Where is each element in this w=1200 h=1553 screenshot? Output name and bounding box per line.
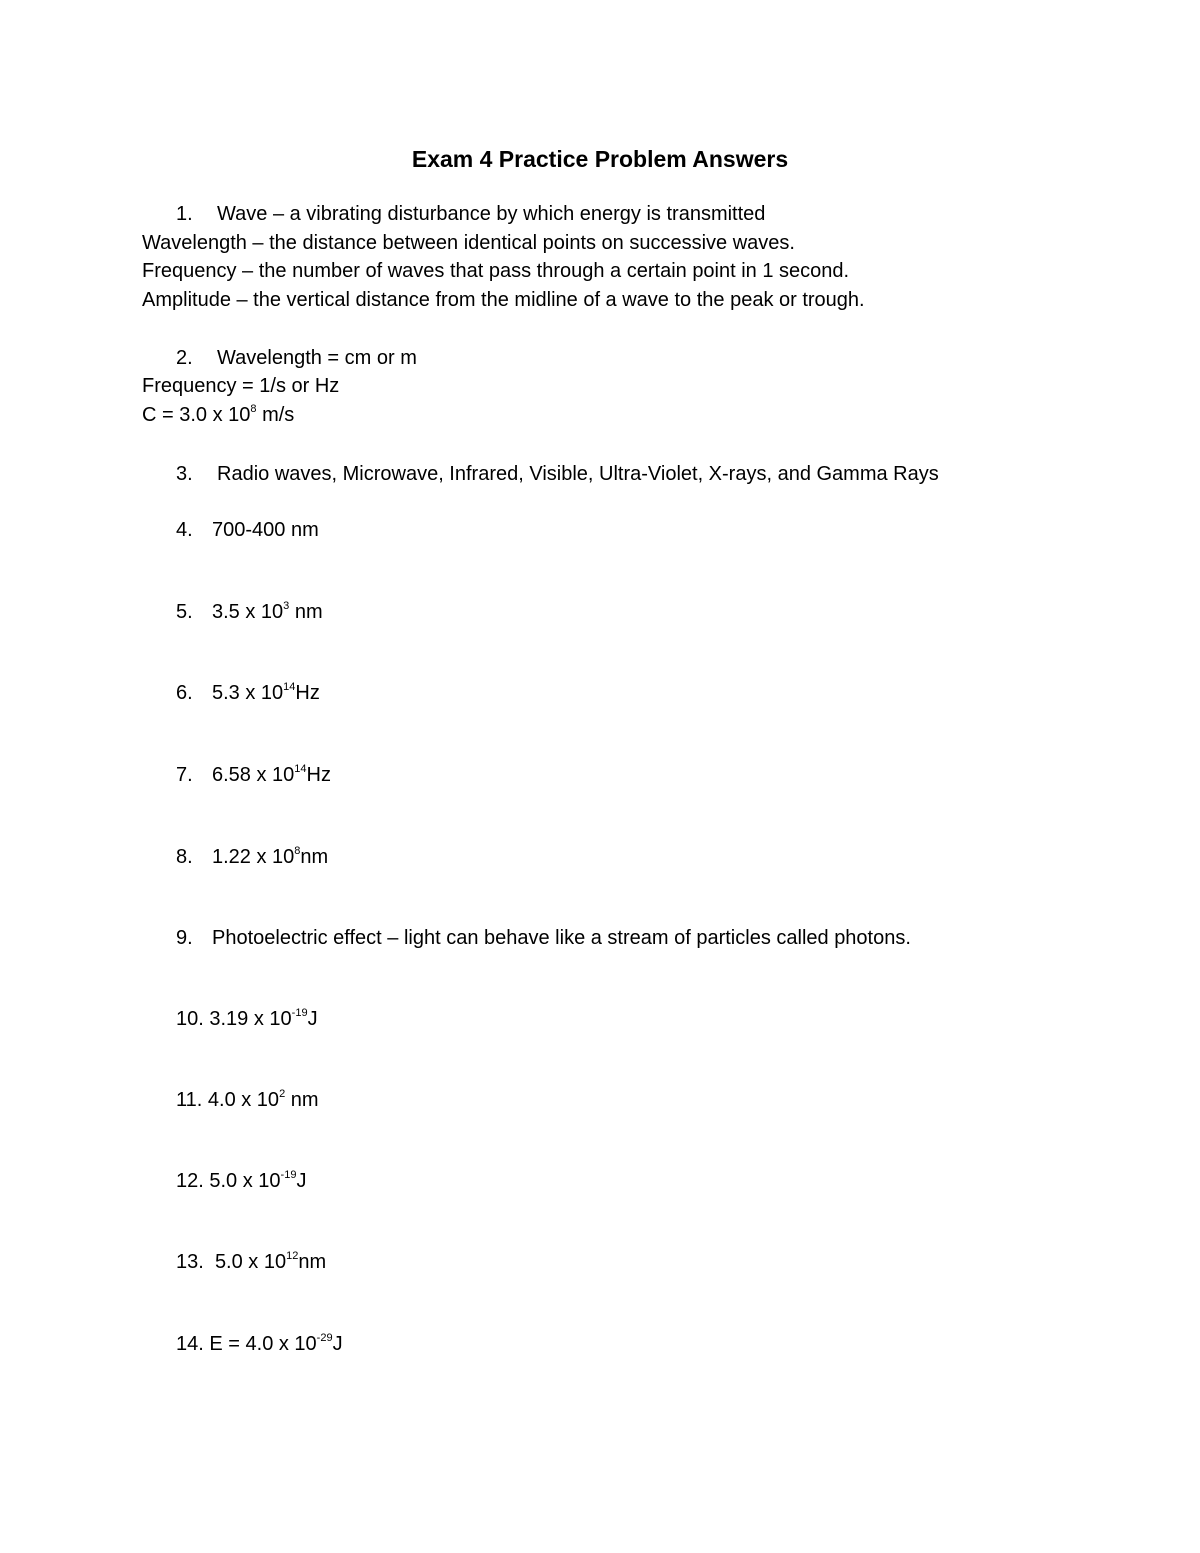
answer-11 bbox=[176, 1086, 319, 1114]
answer-4 bbox=[176, 516, 319, 544]
speed-of-light-line bbox=[142, 401, 294, 429]
answer-text: 700-400 nm bbox=[212, 519, 319, 541]
definition-wavelength: Wavelength – the distance between identical points on successive waves. bbox=[142, 232, 795, 254]
page-title: Exam 4 Practice Problem Answers bbox=[411, 146, 789, 172]
answer-number: 13. bbox=[176, 1251, 204, 1273]
value-exponent: 14 bbox=[294, 763, 307, 775]
answer-1 bbox=[176, 200, 765, 228]
value-base: 1.22 x 10 bbox=[212, 846, 295, 868]
value-exponent: -19 bbox=[280, 1169, 297, 1181]
answer-number: 5. bbox=[176, 601, 193, 623]
value-base: 5.0 x 10 bbox=[209, 1170, 281, 1192]
answer-number: 3. bbox=[176, 463, 193, 485]
value-exponent: 8 bbox=[250, 403, 257, 415]
value-exponent: 8 bbox=[294, 845, 301, 857]
answer-number: 1. bbox=[176, 203, 193, 225]
answer-number: 4. bbox=[176, 519, 193, 541]
value-exponent: 3 bbox=[283, 600, 290, 612]
answer-5 bbox=[176, 598, 323, 626]
value-base: 5.0 x 10 bbox=[214, 1251, 287, 1273]
answer-number: 8. bbox=[176, 846, 193, 868]
answer-number: 12. bbox=[176, 1170, 204, 1192]
answer-number: 10. bbox=[176, 1008, 204, 1030]
value-unit: J bbox=[296, 1170, 307, 1192]
answer-7 bbox=[176, 761, 331, 789]
value-unit: J bbox=[332, 1333, 343, 1355]
value-base: 4.0 x 10 bbox=[207, 1089, 280, 1111]
value-exponent: 2 bbox=[279, 1088, 286, 1100]
definition-frequency: Frequency – the number of waves that pass through a certain point in 1 second. bbox=[142, 260, 850, 282]
value-base: 5.3 x 10 bbox=[212, 682, 284, 704]
value-unit: J bbox=[307, 1008, 318, 1030]
answer-number: 14. bbox=[176, 1333, 204, 1355]
value-exponent: 12 bbox=[286, 1250, 299, 1262]
frequency-unit-line: Frequency = 1/s or Hz bbox=[142, 375, 340, 397]
answer-text: Wave – a vibrating disturbance by which energy is transmitted bbox=[217, 203, 766, 225]
value-exponent: -29 bbox=[316, 1332, 333, 1344]
answer-12 bbox=[176, 1167, 306, 1195]
answer-13 bbox=[176, 1248, 326, 1276]
value-unit: m/s bbox=[256, 404, 295, 426]
value-unit: nm bbox=[300, 846, 329, 868]
answer-8 bbox=[176, 843, 328, 871]
answer-number: 11. bbox=[176, 1089, 203, 1111]
answer-6 bbox=[176, 679, 320, 707]
answer-3 bbox=[176, 460, 939, 488]
value-base: C = 3.0 x 10 bbox=[142, 404, 251, 426]
value-unit: nm bbox=[285, 1089, 319, 1111]
value-unit: Hz bbox=[295, 682, 320, 704]
value-exponent: 14 bbox=[283, 681, 296, 693]
answer-text: Wavelength = cm or m bbox=[217, 347, 417, 369]
answer-number: 2. bbox=[176, 347, 193, 369]
answer-text: Photoelectric effect – light can behave like a stream of particles called photons. bbox=[212, 927, 911, 949]
answer-number: 9. bbox=[176, 927, 193, 949]
value-base: 3.5 x 10 bbox=[212, 601, 284, 623]
answer-14 bbox=[176, 1330, 343, 1358]
value-unit: Hz bbox=[306, 764, 331, 786]
value-exponent: -19 bbox=[291, 1007, 308, 1019]
answer-text: Radio waves, Microwave, Infrared, Visible, Ultra-Violet, X-rays, and Gamma Rays bbox=[217, 463, 939, 485]
definition-amplitude: Amplitude – the vertical distance from the midline of a wave to the peak or trough. bbox=[142, 289, 865, 311]
answer-2 bbox=[176, 344, 417, 372]
answer-10 bbox=[176, 1005, 318, 1033]
answer-number: 7. bbox=[176, 764, 193, 786]
value-base: 6.58 x 10 bbox=[212, 764, 295, 786]
value-base: E = 4.0 x 10 bbox=[209, 1333, 317, 1355]
value-unit: nm bbox=[289, 601, 323, 623]
answer-9 bbox=[176, 924, 911, 952]
value-base: 3.19 x 10 bbox=[209, 1008, 292, 1030]
answer-number: 6. bbox=[176, 682, 193, 704]
value-unit: nm bbox=[298, 1251, 327, 1273]
